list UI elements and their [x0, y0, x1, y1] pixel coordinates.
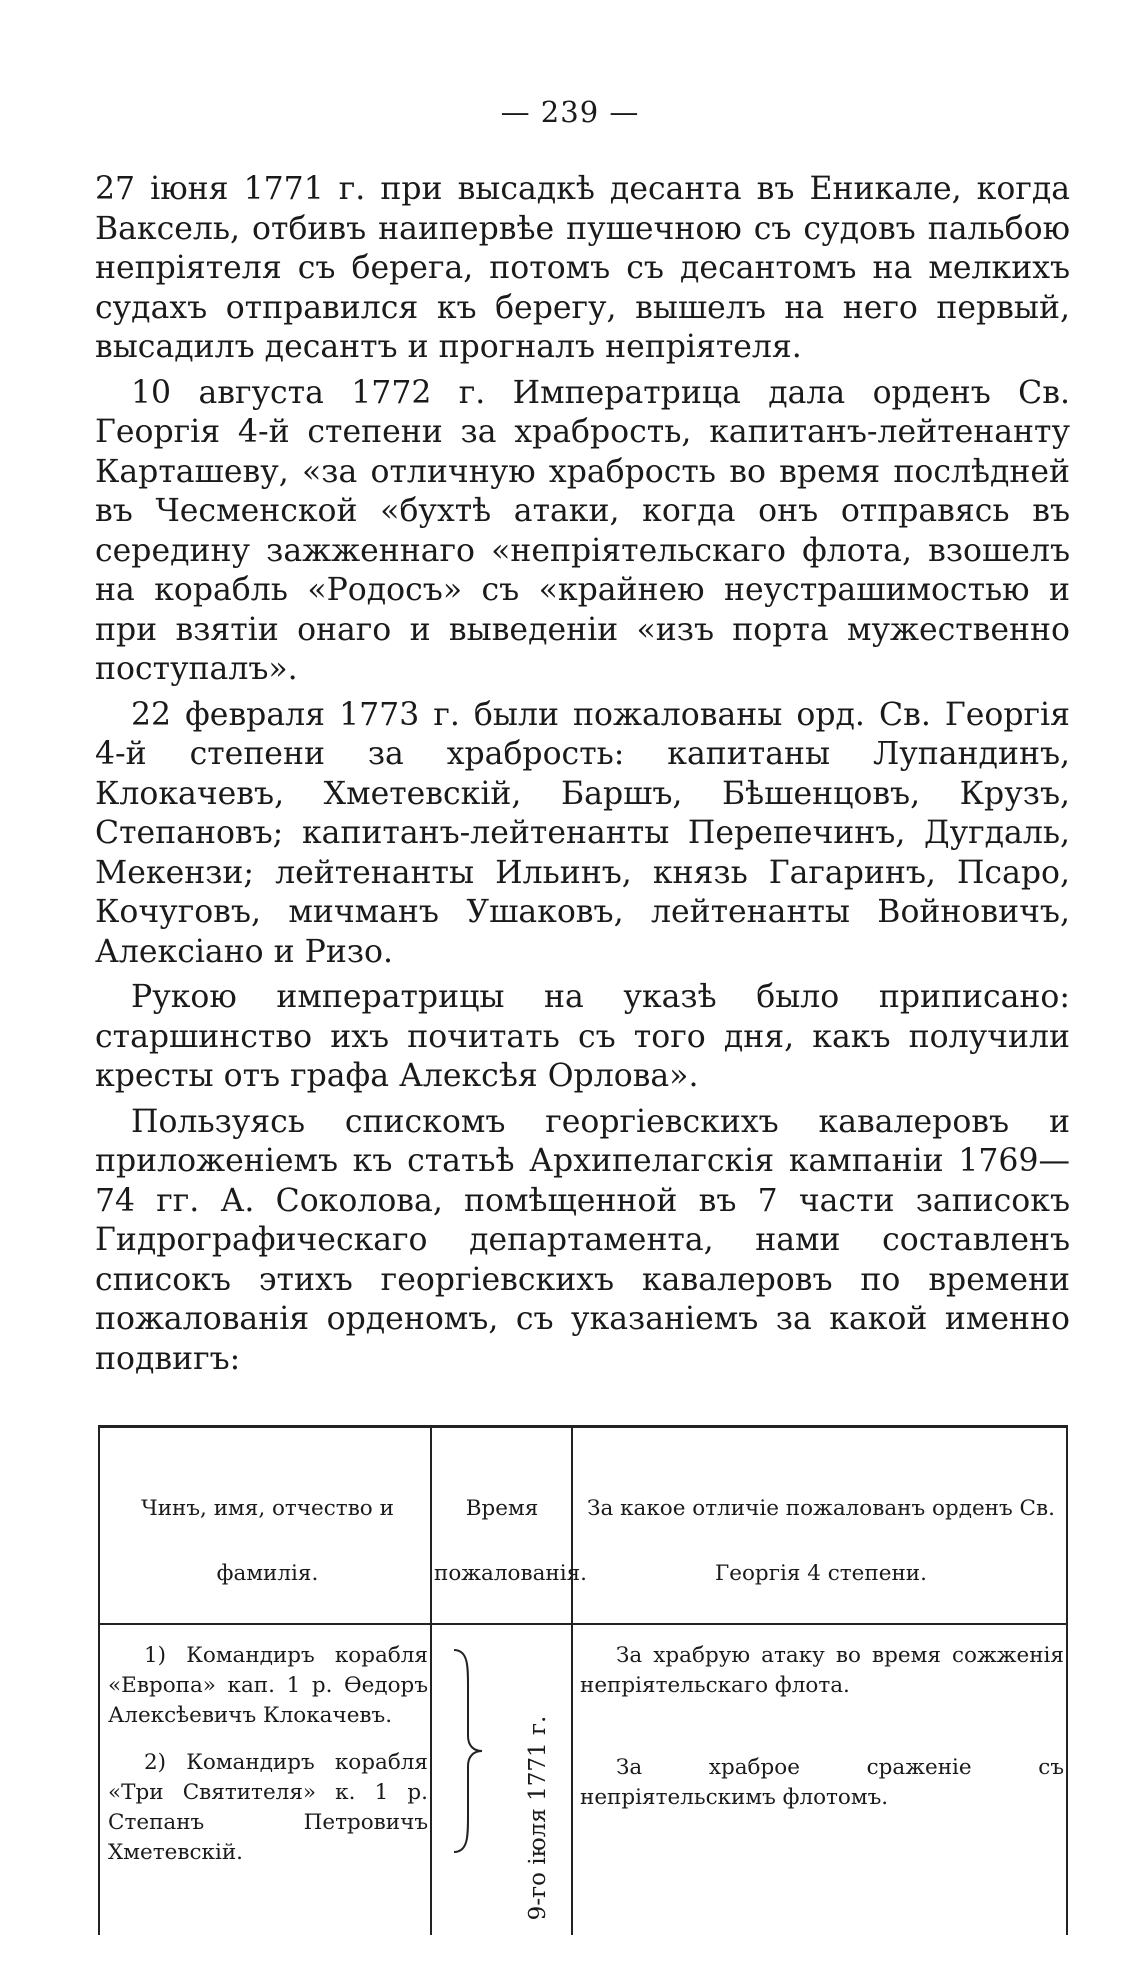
grouping-brace	[448, 1646, 488, 1856]
paragraph-feb-1773-awards: 22 февраля 1773 г. были пожалованы орд. Св. Георгія 4-й степени за храбрость: капитаны Лупандинъ, Клокачевъ, Хметевскій, Баршъ, Бѣшенцовъ, Крузъ, Степановъ; капитанъ-лейтенанты Перепечинъ, Дугдаль, Мекензи; лейтенанты Ильинъ, князь Гагаринъ, Псаро, Кочуговъ, мичманъ Ушаковъ, лейтенанты Войновичъ, Алексіано и Ризо.	[95, 696, 1070, 970]
body-text	[95, 170, 1070, 1385]
paragraph-vaksel: 27 іюня 1771 г. при высадкѣ десанта въ Еникале, когда Ваксель, отбивъ наипервѣе пушечною съ судовъ пальбою непріятеля съ берега, потомъ съ десантомъ на мелкихъ судахъ отправился къ берегу, вышелъ на него первый, высадилъ десантъ и прогналъ непріятеля.	[95, 171, 1070, 365]
header-name: Чинъ, имя, отчество и фамилія.	[141, 1496, 394, 1586]
header-date: Время пожалованія.	[434, 1496, 587, 1586]
row-1-deed: За храбрую атаку во время сожженія непріятельскаго флота.	[580, 1643, 1064, 1698]
header-divider	[100, 1623, 1066, 1625]
paragraph-empress-note: Рукою императрицы на указѣ было приписано: старшинство ихъ почитать съ того дня, какъ получили кресты отъ графа Алексѣя Орлова».	[95, 979, 1070, 1094]
row-2-deed: За храброе сраженіе съ непріятельскимъ флотомъ.	[580, 1755, 1064, 1810]
column-divider	[430, 1428, 432, 1935]
award-date-text: 9-го іюля 1771 г.	[525, 1715, 551, 1921]
row-1-name: 1) Командиръ корабля «Европа» кап. 1 р. Ѳедоръ Алексѣевичъ Клокачевъ.	[108, 1643, 428, 1728]
awards-table	[98, 1425, 1068, 1935]
header-deed: За какое отличіе пожалованъ орденъ Св. Георгія 4 степени.	[587, 1496, 1055, 1586]
row-2-name: 2) Командиръ корабля «Три Святителя» к. 1 р. Степанъ Петровичъ Хметевскій.	[108, 1750, 428, 1865]
award-date	[525, 1715, 551, 1921]
paragraph-kartashev: 10 августа 1772 г. Императрица дала орденъ Св. Георгія 4-й степени за храбрость, капитанъ-лейтенанту Карташеву, «за отличную храбрость во время послѣдней въ Чесменской «бухтѣ атаки, когда онъ отправясь въ середину зажженнаго «непріятельскаго флота, взошелъ на корабль «Родосъ» съ «крайнею неустрашимостью и при взятіи онаго и выведеніи «изъ порта мужественно поступалъ».	[95, 374, 1070, 687]
paragraph-list-intro: Пользуясь спискомъ георгіевскихъ кавалеровъ и приложеніемъ къ статьѣ Архипелагскія кампаніи 1769—74 гг. А. Соколова, помѣщенной въ 7 части записокъ Гидрографическаго департамента, нами составленъ списокъ этихъ георгіевскихъ кавалеровъ по времени пожалованія орденомъ, съ указаніемъ за какой именно подвигъ:	[95, 1103, 1070, 1377]
page-number: — 239 —	[500, 95, 640, 129]
column-divider	[571, 1428, 573, 1935]
